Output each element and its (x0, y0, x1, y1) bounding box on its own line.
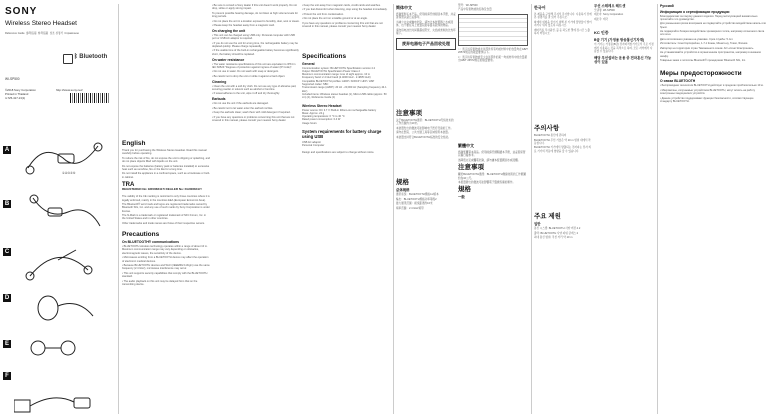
headset-diagram-f (14, 372, 114, 416)
figure-c: C (0, 240, 115, 286)
license-note: If you have any questions or problems concerning this unit that are not covered in this manual, please consult your nearest Sony dealer. (302, 21, 383, 29)
trad-title: 繁體中文 (458, 143, 474, 149)
english-body-6: • The water resistance specifications of this unit are equivalent to IPX4 in IEC 60529 "Degrees of protection against ingress of water (IP Code)". • Do not use in water. Do not wash with soap or detergent. • Be careful not to drop the unit or strike it against a hard object. (212, 62, 296, 78)
english-body-3: • BLUETOOTH wireless technology operates within a range of about 10 m. Maximum communication range may vary depending on obstacles, electromagnetic waves, the sensitivity of the device. • Microwaves emitting from a BLUETOOTH device may affect the operation of electronic medical devices. • Because BLUETOOTH devices and Wi-Fi (IEEE802.11b/g/n) use the same frequency (2.4 GHz), microwave interference may occur. • This unit supports security capabilities that comply with the BLUETOOTH standard. • The audio playback on this unit may be delayed from that on the transmitting device. (122, 245, 210, 286)
trad-general: 一般 (458, 195, 465, 200)
spec-column (302, 0, 390, 418)
tra-heading: TRA (122, 181, 135, 188)
chinese-body-2: 关于BLUETOOTH通讯：BLUETOOTH无线技术的工作范围约为10米。 本装置发出的微波可能影响电子医疗设备的工作。 请勿在医院、公共交通工具等区域使用本装置。 本装置支持符合BLUETOOTH标准的安全性能。 (396, 119, 454, 139)
model-number: WI-SP500 (5, 77, 20, 81)
russian-sub: О связи BLUETOOTH (660, 79, 696, 84)
cover-column (0, 0, 115, 418)
section-title-english: English (122, 140, 146, 147)
column-divider (531, 4, 532, 414)
precautions-heading: Precautions (122, 231, 160, 239)
english-body-1: Thank you for purchasing the Wireless Stereo Headset. Read this manual carefully before operating. To reduce the risk of fire, do not expose the unit to dripping or splashing, and do not place objects filled with liquids on the unit. Do not expose the batteries (battery pack or batteries installed) to excessive heat such as sunshine, fire or the like for a long time. Do not install the appliance in a confined space, such as a bookcase or built-in cabinet. (122, 149, 210, 179)
russian-heading-1: Информация о сертификации продукции (660, 9, 730, 14)
column-divider (657, 4, 658, 414)
chinese-general: 总体规格 (396, 188, 410, 193)
column-divider (118, 4, 119, 414)
sport-heading: On water resistance (212, 57, 245, 62)
korean-body-2: BLUETOOTH 통신에 관하여 BLUETOOTH 무선 기술은 약 10 m 범위 내에서 작동합니다. BLUETOOTH 기기에서 방출되는 전자파는 전자 의료 기기의 작동에 영향을 줄 수 있습니다. (534, 134, 591, 153)
chinese-spec: 规格 (396, 179, 409, 187)
english-body-7: • Clean the unit with a soft dry cloth. Do not use any type of abrasive pad, scouring powder or solvent such as alcohol or benzine. • If sweat adheres to the unit, wipe it off and dry thoroughly. (212, 84, 297, 96)
spec-note: Design and specifications are subject to change without notice. (302, 150, 375, 154)
figure-a: A ①②③④⑤ (0, 136, 115, 186)
russian-column (660, 0, 766, 418)
english-body-9: • Keep the unit away from magnetic cards, credit cards and watches. • If you feel discomfort when listening, stop using the headset immediately. • Protect the unit from condensation. • Do not place the unit on unstable ground or at an angle. If you have any questions or problems concerning this unit that are not covered in this manual, please consult your nearest Sony dealer. (302, 4, 390, 29)
spec-title: Specifications (302, 52, 347, 60)
korean-cert-column (594, 0, 654, 418)
korean-caution: 주의사항 (534, 125, 560, 133)
korean-cert-body: 모델명: WI-SP500 제조자: Sony Corporation 제조국: 태국 (594, 9, 624, 21)
english-body-2: The validity of the CE marking is restricted to only those countries where it is legally enforced, mainly in the countries EEA (European Economic Area). The Bluetooth® word mark and logos are registered trademarks owned by Bluetooth SIG, Inc. and any use of such marks by Sony Corporation is under license. The N-Mark is a trademark or registered trademark of NFC Forum, Inc. in the United States and in other countries. Other trademarks and trade names are those of their respective owners. (122, 195, 210, 225)
chinese-column (396, 0, 456, 418)
korean-cert-note: 이 기기는 가정용(B급) 전자파적합기기로서 주로 가정에서 사용하는 것을 목적으로 하며, 모든 지역에서 사용할 수 있습니다. (594, 43, 654, 53)
english-body-5: • This unit can be charged using USB only. Personal computer with USB port or USB AC adaptor is required. • If you do not use the unit for a long time, the rechargeable battery may be depleted quickly. Please charge repeatedly. • If the usable time of the built-in rechargeable battery becomes significantly short, the battery should be replaced. (212, 33, 299, 56)
korean-cert-heading: KC 인증 (594, 30, 609, 36)
brand-logo: SONY (5, 6, 38, 17)
trad-body-1: 型号：WI-SP500 产品中有害物质的名称及含量 (458, 4, 492, 12)
korean-spec: 주요 제원 (534, 213, 561, 221)
barcode (70, 93, 110, 103)
spec-general: General (302, 61, 315, 66)
figure-b: B (0, 188, 115, 238)
trad-body-4: 關於BLUETOOTH通訊：BLUETOOTH無線技術的工作範圍約為10公尺。 本裝置發出的微波可能影響電子醫療設備的運作。 (458, 173, 526, 185)
korean-cert-title: 무선 스테레오 헤드셋 (594, 4, 626, 8)
substance-table (458, 14, 528, 46)
korean-cert-class: B급 기기 (가정용 방송통신기자재) (594, 38, 645, 43)
spec-items: Communication system: BLUETOOTH Specification version 4.2 Output: BLUETOOTH Specification Power Class 2 Maximum communication range: Line of sight approx. 10 m Frequency band: 2.4 GHz band (2.4000 GHz - 2.4835 GHz) Compatible BLUETOOTH profiles: A2DP / AVRCP / HFP / HSP Supported codec: SBC Transmission range (A2DP): 20 Hz - 20,000 Hz (Sampling frequency 44.1 kHz) Included items: Wireless stereo headset (1), Micro-USB cable (approx. 50 cm) (1), Reference Guide (1) (302, 66, 387, 100)
trad-spec: 規格 (458, 186, 471, 194)
chinese-spec-body: 通讯系统：BLUETOOTH规格4.2版本 输出：BLUETOOTH规格功率等级2 最大通讯范围：视线距离约10米 频率范围：2.4 GHz频带 (396, 193, 439, 210)
eartip-heading: Earbuds (212, 97, 226, 102)
english-column (122, 0, 210, 418)
korean-spec-body: 통신 시스템: BLUETOOTH 사양 버전 4.2 출력: BLUETOOTH 사양 파워 클래스 2 최대 통신 범위: 직선 거리 약 10 m (534, 227, 581, 239)
headset-diagram-a (18, 138, 108, 184)
korean-general: 일반 (534, 222, 541, 227)
headset-diagram-b (18, 190, 108, 236)
section-title-korean: 한국어 (534, 5, 546, 10)
section-title-russian: Русский (660, 4, 674, 8)
english-body-8: • Do not use the unit if the earbuds are damaged. • Be careful not to let water enter the earbud nozzles. • Keep the earbuds clean; wash them with mild detergent if required. • If you have any questions or problems concerning this unit that are not covered in this manual, please consult your nearest Sony dealer. (212, 102, 295, 122)
charging-heading: On charging the unit (212, 28, 246, 33)
product-title: Wireless Stereo Headset (5, 20, 77, 27)
figure-d: D (0, 288, 115, 328)
headset-diagram-d (18, 288, 108, 328)
part-number: 4-725-417-13(1) (5, 96, 26, 100)
russian-heading-2: Меры предосторожности (660, 70, 742, 78)
printed-in: Printed in Thailand (5, 92, 29, 96)
bluetooth-comm-heading: On BLUETOOTH® communications (122, 240, 180, 245)
nfc-icon (63, 54, 73, 64)
chinese-waste-box: 废弃电器电子产品回收处理 (396, 38, 456, 50)
headset-diagram-e (18, 330, 108, 370)
chinese-caution: 注意事项 (396, 110, 422, 118)
guide-languages: Reference Guide 参考指南 參考指南 참조 설명서 Справочное (5, 32, 79, 35)
english-column-2 (212, 0, 300, 418)
tra-text: REGISTERED No: ER0068417/ DEALER No: DA0068417/ (122, 186, 202, 191)
spec-headset-items: Power source: DC 3.7 V: Built-in lithium-ion rechargeable battery Mass: Approx. 24 g Operating temperature: 0 °C to 40 °C Rated power consumption: 0.4 W Usage hours (302, 108, 377, 125)
cleaning-heading: Cleaning (212, 79, 227, 84)
figure-e: E (0, 330, 115, 370)
spec-headset-heading: Wireless Stereo Headset (302, 103, 342, 108)
section-title-chinese: 简体中文 (396, 5, 412, 10)
bluetooth-icon: ᛒ Bluetooth (74, 54, 108, 60)
russian-body-1: Благодарим вас за покупку данного изделия. Перед эксплуатацией внимательно прочитайте это руководство. Для уменьшения риска возгорания не подвергайте устройство воздействию капель или брызг. Не подвергайте батареи воздействию чрезмерного тепла, например солнечного света или огня. Дата изготовления указана на упаковке. Срок службы: 5 лет. Изготовитель: Сони Корпорейшн, 1-7-1 Конан, Минато-ку, Токио, Япония. Импортер на территории стран Таможенного союза: АО «Сони Электроникс». Не устанавливайте устройство в ограниченном пространстве, например в книжном шкафу. Товарные знаки и логотипы Bluetooth® принадлежат Bluetooth SIG, Inc. (660, 14, 766, 63)
chinese-body: 感谢您购买本产品。使用前请仔细阅读本手册，并妥善保管以备日后参考。 为减少火灾或触电危险，请勿让本装置溅上水或液体，也不要在其上放置花瓶等盛有液体的物品。 请勿将电池长时间暴露在阳光、火焰或类似的过热环境下。 (396, 13, 456, 35)
russian-body-2: • Беспроводная технология BLUETOOTH действует в пределах приблизительно 10 м. • Микроволны, излучаемые устройством BLUETOOTH, могут влиять на работу электронных медицинских устройств. • Данное устройство поддерживает функции безопасности, соответствующие стандарту BLUETOOTH. (660, 84, 764, 103)
trad-body-2: ○：表示该有害物质在该部件所有均质材料中的含量均在GB/T 26572规定的限量要求以下。 ×：表示该有害物质至少在该部件的某一均质材料中的含量超出GB/T 26572规定的限量要求。 (458, 47, 528, 62)
safe-hearing-note: To prevent possible hearing damage, do not listen at high volume levels for long periods. (212, 11, 298, 19)
trad-body-3: 感謝您購買本產品。使用前請仔細閱讀本手冊，並妥善保管以備日後參考。 為降低火災或觸電危險，請勿讓本裝置濺到水或液體。 (458, 151, 526, 162)
figure-f: F (0, 372, 115, 416)
svg-text:①②③④⑤: ①②③④⑤ (62, 171, 76, 175)
trad-caution: 注意事項 (458, 164, 484, 172)
copyright: ©2018 Sony Corporation (5, 88, 36, 92)
english-body-4: • Be sure to consult a Sony dealer if this unit doesn't work properly. Do not drop, strike or apply strong impact. To prevent possible hearing damage, do not listen at high volume levels for long periods. • Do not place the unit in a location exposed to humidity, dust, soot or steam. • Please keep the headset away from a magnetic card. (212, 4, 300, 28)
column-divider (393, 4, 394, 414)
usb-requirements-heading: System requirements for battery charge using USB (302, 128, 382, 139)
korean-interference-heading: 해당 무선설비는 운용 중 전파혼신 가능성이 있음 (594, 56, 652, 65)
headset-diagram-c (18, 240, 108, 284)
trad-chinese-column (458, 0, 528, 418)
usb-items: USB AC adaptor Personal Computer (302, 140, 325, 148)
website-url: http://www.sony.net/ (56, 88, 83, 92)
korean-body-1: 본 제품을 구입해 주셔서 감사합니다. 사용하기 전에 본 설명서를 잘 읽어 주십시오. 화재의 위험을 줄이기 위해 본 기기에 물방울이 떨어지거나 튀지 않도록 하십시오. 배터리를 직사광선, 불 등 과도한 열에 장시간 노출하지 마십시오. (534, 13, 592, 35)
korean-column (534, 0, 592, 418)
